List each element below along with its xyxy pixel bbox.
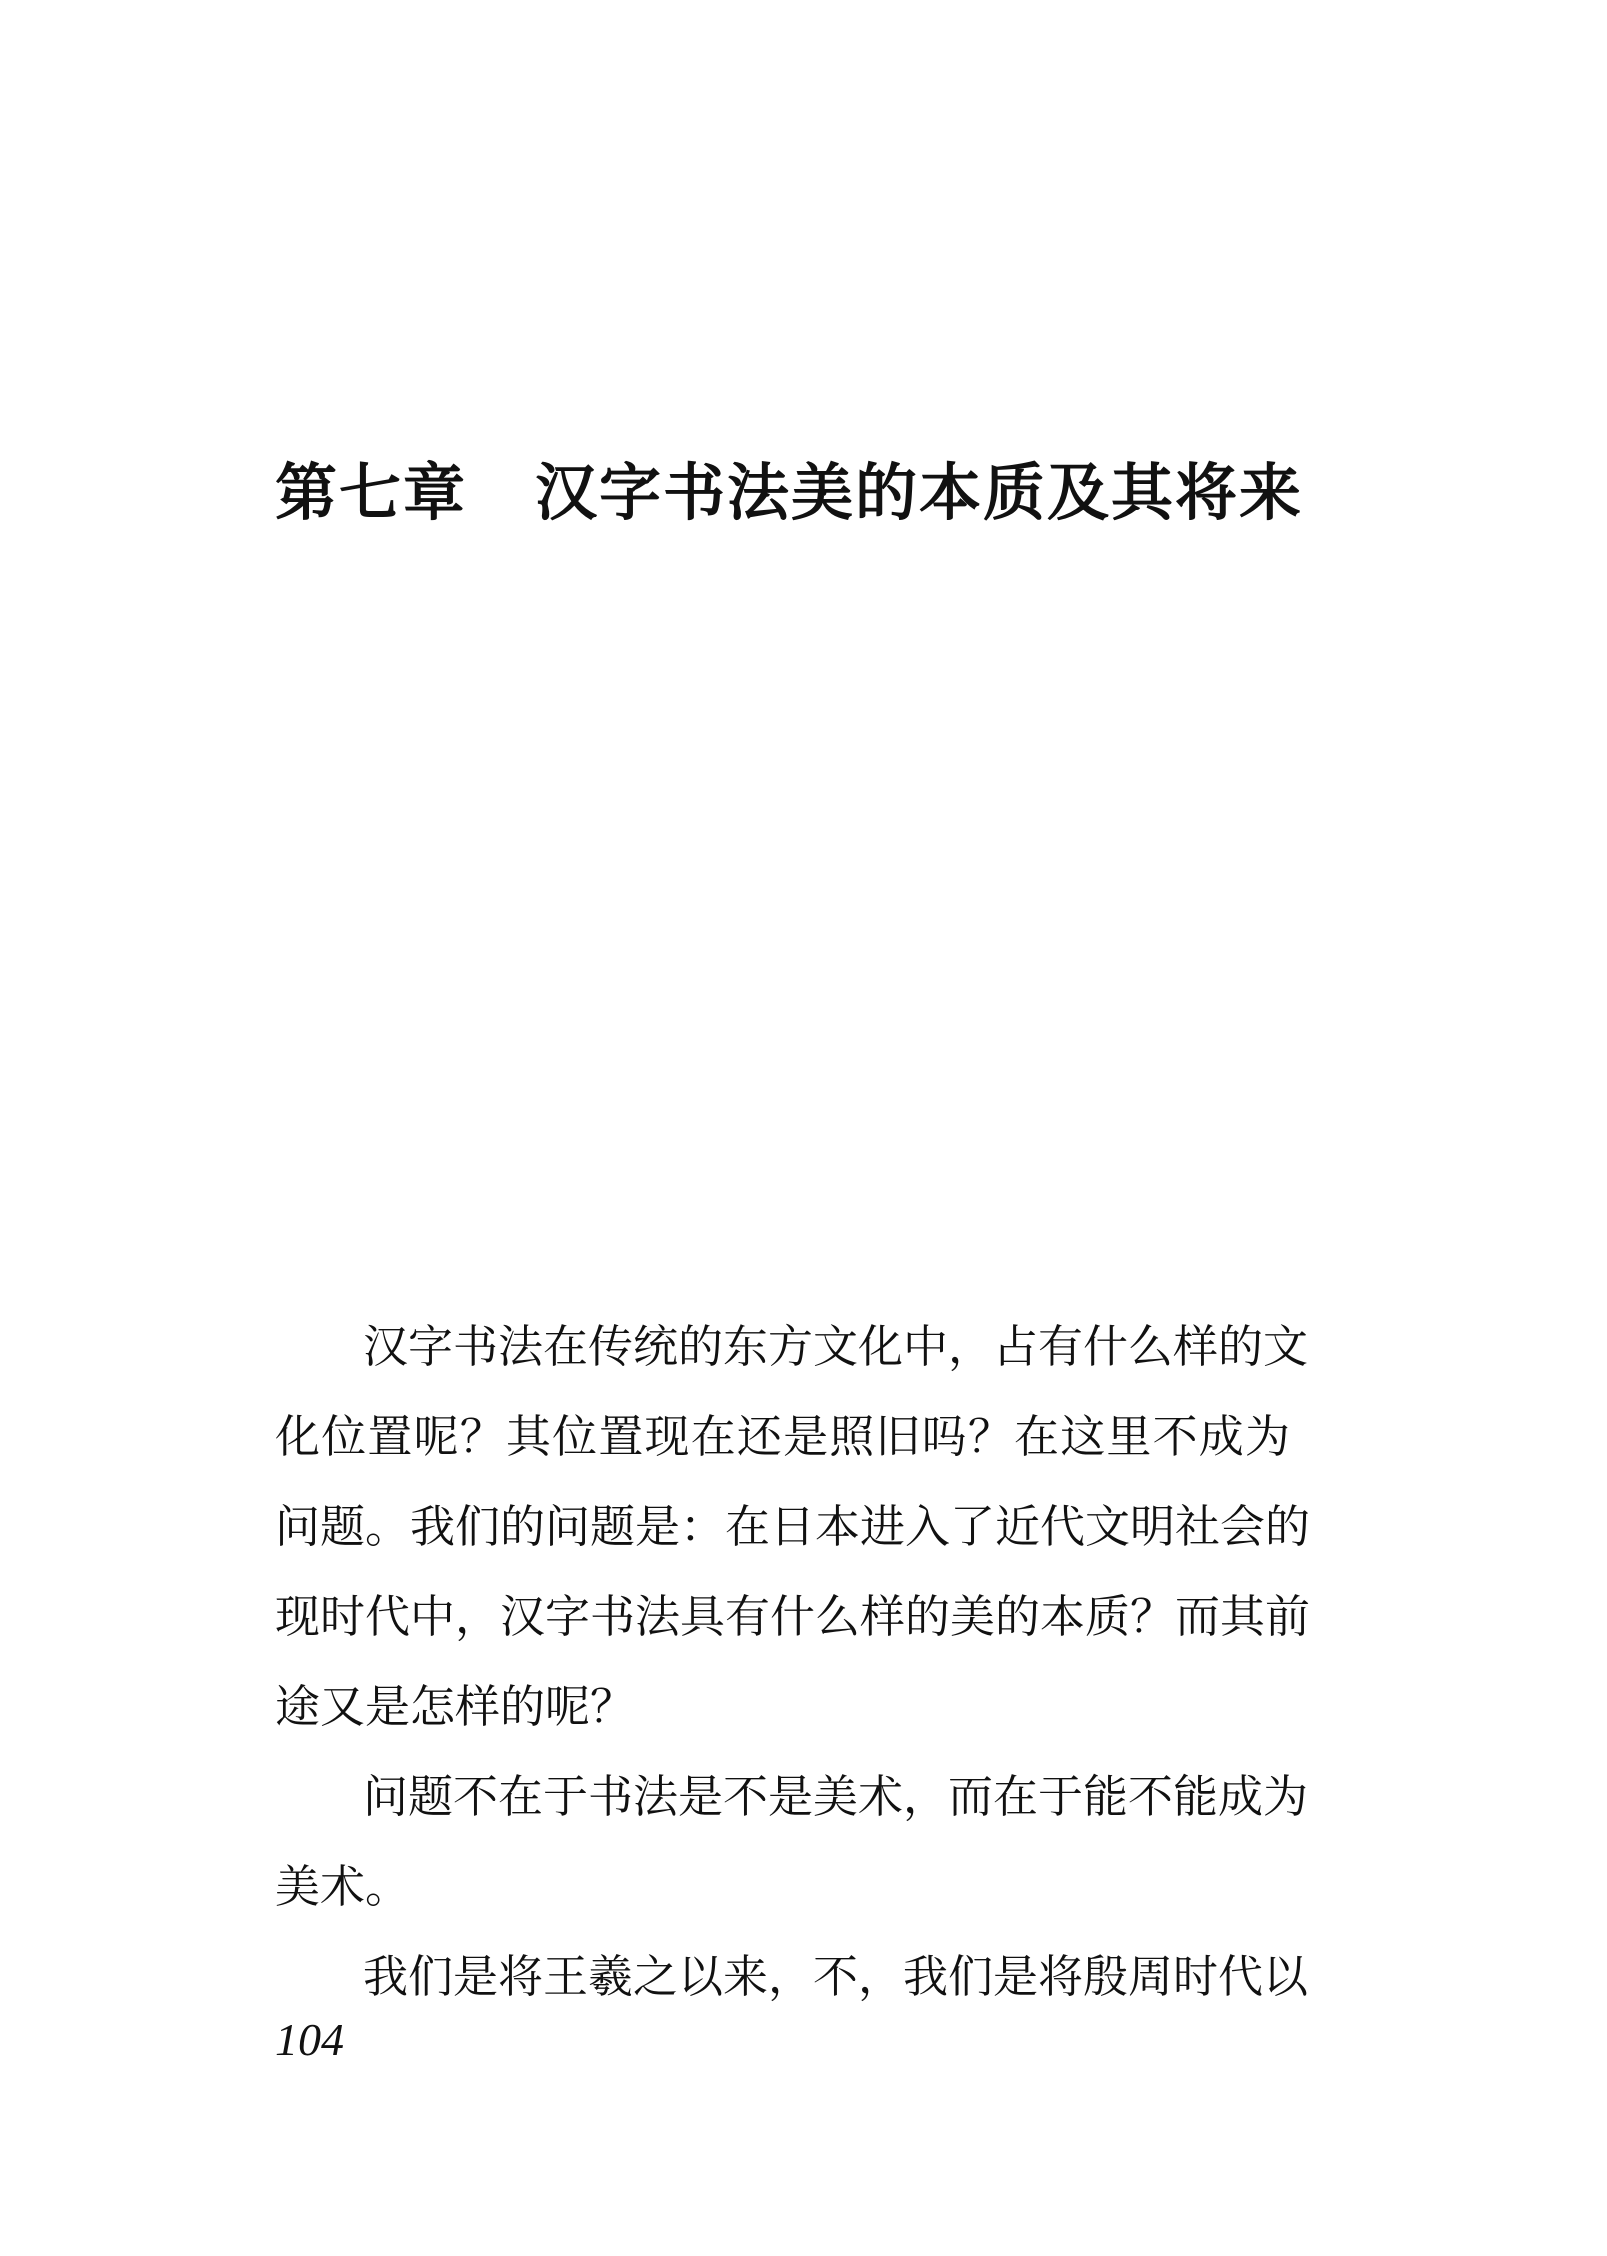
- body-text: [275, 1302, 1311, 2022]
- paragraph-line: 美术。: [275, 1860, 411, 1913]
- paragraph-line: 途又是怎样的呢？: [275, 1680, 636, 1733]
- chapter-title: 汉字书法美的本质及其将来: [535, 456, 1304, 529]
- paragraph-line: 汉字书法在传统的东方文化中，占有什么样的文: [363, 1320, 1309, 1373]
- paragraph-line: 问题不在于书法是不是美术，而在于能不能成为: [363, 1770, 1309, 1823]
- paragraph-line: 化位置呢？其位置现在还是照旧吗？在这里不成为: [275, 1410, 1290, 1463]
- paragraph-line: 现时代中，汉字书法具有什么样的美的本质？而其前: [275, 1590, 1311, 1643]
- chapter-heading: [275, 448, 1355, 538]
- page-number: 104: [275, 2014, 344, 2065]
- paragraph-line: 问题。我们的问题是：在日本进入了近代文明社会的: [275, 1500, 1311, 1553]
- chapter-number: 第七章: [275, 456, 468, 529]
- paragraph-line: 我们是将王羲之以来，不，我们是将殷周时代以: [363, 1950, 1309, 2003]
